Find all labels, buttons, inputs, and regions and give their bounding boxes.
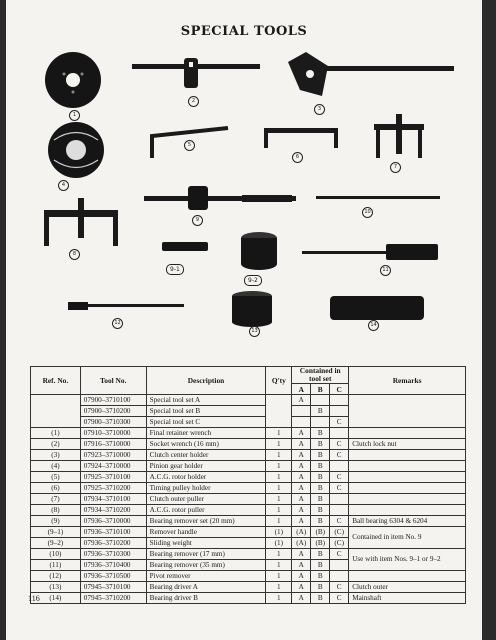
ref-cell: (1)	[31, 428, 81, 439]
tool-9-1-remover-handle-drawing	[162, 242, 208, 251]
figure-label-9-1: 9-1	[166, 264, 184, 275]
ref-cell: (4)	[31, 461, 81, 472]
description-cell: Special tool set C	[146, 417, 266, 428]
tool-6-timing-pulley-holder-drawing	[264, 128, 338, 148]
set-c-cell: C	[330, 417, 349, 428]
remarks-cell	[349, 483, 466, 494]
table-row	[31, 472, 466, 483]
tool-9-bearing-remover-set-drawing	[144, 186, 296, 210]
description-cell: Sliding weight	[146, 538, 266, 549]
description-cell: Special tool set B	[146, 406, 266, 417]
figure-label-7: 7	[390, 162, 401, 173]
remarks-cell: Contained in item No. 9	[349, 527, 466, 549]
set-c-cell	[330, 505, 349, 516]
header-ref-no: Ref. No.	[31, 367, 81, 395]
header-contained: Contained in tool set	[292, 367, 349, 384]
table-row	[31, 395, 466, 406]
figure-label-14: 14	[368, 320, 379, 331]
qty-cell: 1	[266, 461, 292, 472]
tool-2-socket-wrench-drawing	[132, 58, 260, 88]
set-c-cell	[330, 461, 349, 472]
qty-cell: 1	[266, 560, 292, 571]
tool-no-cell: 07900–3710100	[80, 395, 146, 406]
header-description: Description	[146, 367, 266, 395]
set-b-cell: B	[311, 582, 330, 593]
set-a-cell: A	[292, 516, 311, 527]
figure-label-11: 11	[380, 265, 391, 276]
figure-label-13: 13	[249, 326, 260, 337]
tool-12-pivot-remover-drawing	[68, 302, 184, 310]
page-title: SPECIAL TOOLS	[180, 24, 308, 39]
table-row	[31, 461, 466, 472]
set-b-cell: B	[311, 461, 330, 472]
description-cell: A.C.G. rotor holder	[146, 472, 266, 483]
table-row	[31, 549, 466, 560]
qty-cell: 1	[266, 582, 292, 593]
tool-no-cell: 07936–3710000	[80, 516, 146, 527]
set-b-cell	[311, 395, 330, 406]
tool-no-cell: 07936–3710200	[80, 538, 146, 549]
set-a-cell: A	[292, 494, 311, 505]
tool-10-bearing-remover-17mm-drawing	[316, 196, 440, 199]
set-b-cell: B	[311, 593, 330, 604]
set-c-cell: C	[330, 516, 349, 527]
set-a-cell: A	[292, 483, 311, 494]
remarks-cell	[349, 472, 466, 483]
set-a-cell: A	[292, 450, 311, 461]
tool-no-cell: 07924–3710000	[80, 461, 146, 472]
set-b-cell: B	[311, 439, 330, 450]
tool-no-cell: 07934–3710200	[80, 505, 146, 516]
tool-no-cell: 07936–3710500	[80, 571, 146, 582]
set-b-cell: B	[311, 450, 330, 461]
tool-4-pinion-gear-holder-drawing	[48, 122, 104, 178]
set-a-cell: A	[292, 582, 311, 593]
set-a-cell	[292, 406, 311, 417]
set-a-cell: A	[292, 439, 311, 450]
figure-label-8: 8	[69, 249, 80, 260]
ref-cell: (5)	[31, 472, 81, 483]
ref-cell: (13)	[31, 582, 81, 593]
set-b-cell: B	[311, 516, 330, 527]
tool-1-final-retainer-wrench-drawing	[45, 52, 101, 108]
set-b-cell: B	[311, 571, 330, 582]
table-row	[31, 483, 466, 494]
remarks-cell	[349, 505, 466, 516]
remarks-cell	[349, 461, 466, 472]
table-row	[31, 582, 466, 593]
qty-cell: 1	[266, 593, 292, 604]
set-a-cell: (A)	[292, 527, 311, 538]
description-cell: A.C.G. rotor puller	[146, 505, 266, 516]
qty-cell: 1	[266, 549, 292, 560]
table-row	[31, 428, 466, 439]
header-set-c: C	[330, 384, 349, 395]
figure-label-2: 2	[188, 96, 199, 107]
description-cell: Pinion gear holder	[146, 461, 266, 472]
set-c-cell: (C)	[330, 527, 349, 538]
tool-3-clutch-center-holder-drawing	[288, 52, 454, 96]
figure-label-9: 9	[192, 215, 203, 226]
table-row	[31, 439, 466, 450]
header-set-a: A	[292, 384, 311, 395]
qty-cell: 1	[266, 494, 292, 505]
set-c-cell	[330, 494, 349, 505]
set-a-cell: A	[292, 505, 311, 516]
set-c-cell: C	[330, 450, 349, 461]
qty-cell: 1	[266, 516, 292, 527]
header-qty: Q'ty	[266, 367, 292, 395]
remarks-cell: Mainshaft	[349, 593, 466, 604]
remarks-cell	[349, 395, 466, 428]
ref-cell: (9–1)	[31, 527, 81, 538]
ref-cell: (8)	[31, 505, 81, 516]
tool-no-cell: 07900–3710300	[80, 417, 146, 428]
ref-cell: (11)	[31, 560, 81, 571]
description-cell: Bearing remover set (20 mm)	[146, 516, 266, 527]
qty-cell: (1)	[266, 538, 292, 549]
tool-no-cell: 07910–3710000	[80, 428, 146, 439]
header-tool-no: Tool No.	[80, 367, 146, 395]
set-c-cell	[330, 428, 349, 439]
set-c-cell: (C)	[330, 538, 349, 549]
description-cell: Timing pulley holder	[146, 483, 266, 494]
set-b-cell: B	[311, 494, 330, 505]
table-row	[31, 516, 466, 527]
set-a-cell: A	[292, 571, 311, 582]
set-c-cell: C	[330, 439, 349, 450]
description-cell: Clutch center holder	[146, 450, 266, 461]
set-b-cell: B	[311, 483, 330, 494]
set-c-cell: C	[330, 582, 349, 593]
remarks-cell: Clutch lock nut	[349, 439, 466, 450]
qty-cell: (1)	[266, 527, 292, 538]
set-c-cell: C	[330, 483, 349, 494]
description-cell: Clutch outer puller	[146, 494, 266, 505]
set-b-cell: B	[311, 472, 330, 483]
description-cell: Bearing remover (17 mm)	[146, 549, 266, 560]
set-b-cell: B	[311, 505, 330, 516]
set-c-cell	[330, 395, 349, 406]
special-tools-table	[30, 366, 466, 604]
ref-cell: (3)	[31, 450, 81, 461]
figure-label-6: 6	[292, 152, 303, 163]
ref-cell: (7)	[31, 494, 81, 505]
ref-cell: (2)	[31, 439, 81, 450]
qty-cell	[266, 395, 292, 428]
table-row	[31, 450, 466, 461]
ref-cell: (12)	[31, 571, 81, 582]
tool-no-cell: 07934–3710100	[80, 494, 146, 505]
remarks-cell	[349, 428, 466, 439]
set-a-cell: A	[292, 472, 311, 483]
set-c-cell	[330, 560, 349, 571]
tool-no-cell: 07945–3710200	[80, 593, 146, 604]
tool-illustrations	[6, 0, 482, 360]
table-row	[31, 505, 466, 516]
qty-cell: 1	[266, 571, 292, 582]
tool-8-acg-rotor-puller-drawing	[44, 198, 118, 246]
set-a-cell	[292, 417, 311, 428]
tool-9-2-sliding-weight-drawing	[241, 232, 277, 270]
tool-no-cell: 07936–3710400	[80, 560, 146, 571]
remarks-cell	[349, 450, 466, 461]
remarks-cell	[349, 571, 466, 582]
set-c-cell	[330, 571, 349, 582]
ref-cell: (9)	[31, 516, 81, 527]
figure-label-4: 4	[58, 180, 69, 191]
remarks-cell	[349, 494, 466, 505]
ref-cell: (14)	[31, 593, 81, 604]
figure-label-12: 12	[112, 318, 123, 329]
remarks-cell: Use with item Nos. 9–1 or 9–2	[349, 549, 466, 571]
table-row	[31, 527, 466, 538]
tool-no-cell: 07945–3710100	[80, 582, 146, 593]
tool-no-cell: 07936–3710300	[80, 549, 146, 560]
qty-cell: 1	[266, 472, 292, 483]
figure-label-9-2: 9-2	[244, 275, 262, 286]
description-cell: Bearing remover (35 mm)	[146, 560, 266, 571]
tool-13-bearing-driver-a-drawing	[232, 291, 272, 327]
description-cell: Bearing driver A	[146, 582, 266, 593]
qty-cell: 1	[266, 505, 292, 516]
set-c-cell: C	[330, 472, 349, 483]
set-b-cell: B	[311, 560, 330, 571]
ref-cell: (9–2)	[31, 538, 81, 549]
ref-cell: (10)	[31, 549, 81, 560]
figure-label-5: 5	[184, 140, 195, 151]
tool-no-cell: 07923–3710000	[80, 450, 146, 461]
set-a-cell: A	[292, 395, 311, 406]
tool-no-cell: 07936–3710100	[80, 527, 146, 538]
set-a-cell: A	[292, 593, 311, 604]
set-b-cell: B	[311, 428, 330, 439]
table-row	[31, 593, 466, 604]
header-remarks: Remarks	[349, 367, 466, 395]
set-b-cell: (B)	[311, 527, 330, 538]
header-set-b: B	[311, 384, 330, 395]
tool-no-cell: 07925–3710100	[80, 472, 146, 483]
manual-page	[6, 0, 482, 640]
qty-cell: 1	[266, 450, 292, 461]
tool-no-cell: 07900–3710200	[80, 406, 146, 417]
description-cell: Bearing driver B	[146, 593, 266, 604]
set-c-cell: C	[330, 593, 349, 604]
table-row	[31, 571, 466, 582]
set-a-cell: A	[292, 461, 311, 472]
remarks-cell: Clutch outer	[349, 582, 466, 593]
page-number: 116	[28, 594, 40, 603]
description-cell: Remover handle	[146, 527, 266, 538]
set-a-cell: A	[292, 560, 311, 571]
set-b-cell: B	[311, 406, 330, 417]
tool-14-bearing-driver-b-drawing	[330, 296, 424, 320]
ref-cell	[31, 395, 81, 428]
description-cell: Final retainer wrench	[146, 428, 266, 439]
set-a-cell: A	[292, 549, 311, 560]
tool-11-bearing-remover-35mm-drawing	[302, 244, 438, 260]
qty-cell: 1	[266, 439, 292, 450]
description-cell: Pivot remover	[146, 571, 266, 582]
tool-no-cell: 07916–3710000	[80, 439, 146, 450]
qty-cell: 1	[266, 428, 292, 439]
set-b-cell: (B)	[311, 538, 330, 549]
figure-label-3: 3	[314, 104, 325, 115]
figure-label-10: 10	[362, 207, 373, 218]
description-cell: Special tool set A	[146, 395, 266, 406]
figure-label-1: 1	[69, 110, 80, 121]
qty-cell: 1	[266, 483, 292, 494]
tool-7-clutch-outer-puller-drawing	[374, 114, 424, 158]
set-b-cell: B	[311, 549, 330, 560]
tool-no-cell: 07925–3710200	[80, 483, 146, 494]
set-a-cell: (A)	[292, 538, 311, 549]
table-row	[31, 494, 466, 505]
set-a-cell: A	[292, 428, 311, 439]
set-c-cell: C	[330, 549, 349, 560]
remarks-cell: Ball bearing 6304 & 6204	[349, 516, 466, 527]
set-c-cell	[330, 406, 349, 417]
description-cell: Socket wrench (16 mm)	[146, 439, 266, 450]
ref-cell: (6)	[31, 483, 81, 494]
set-b-cell	[311, 417, 330, 428]
